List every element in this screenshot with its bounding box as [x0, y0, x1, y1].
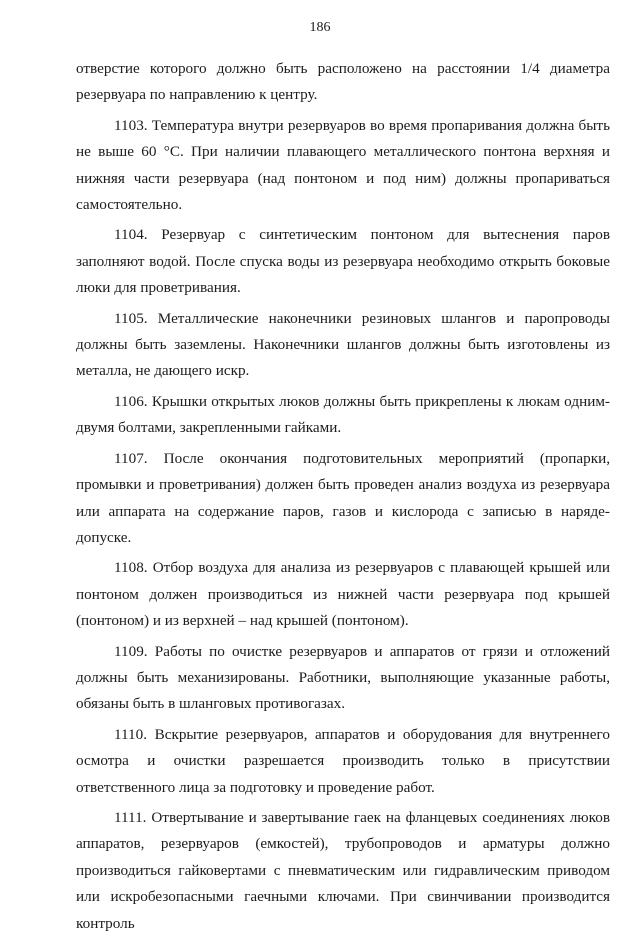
paragraph-1111: 1111. Отвертывание и завертывание гаек на фланцевых соединениях люков аппаратов, резервуаров (емкостей), трубопроводов и арматуры должно производиться гайковертами с пневматическим или гидравлическим приводом или искробезопасными гаечными ключами. При свинчивании производится контроль — [76, 808, 610, 932]
page-number: 186 — [309, 20, 331, 35]
paragraph-1106: 1106. Крышки открытых люков должны быть прикреплены к люкам одним-двумя болтами, закрепленными гайками. — [76, 392, 610, 437]
paragraph-1107: 1107. После окончания подготовительных мероприятий (пропарки, промывки и проветривания) должен быть проведен анализ воздуха из резервуара или аппарата на содержание паров, газов и кислорода с записью в наряде-допуске. — [76, 449, 610, 546]
paragraph-1103: 1103. Температура внутри резервуаров во время пропаривания должна быть не выше 60 °С. При наличии плавающего металлического понтона верхняя и нижняя части резервуара (над понтоном и под ним) должны пропариваться самостоятельно. — [76, 116, 610, 214]
paragraph-1109: 1109. Работы по очистке резервуаров и аппаратов от грязи и отложений должны быть механизированы. Работники, выполняющие указанные работы, обязаны быть в шланговых противогазах. — [76, 642, 610, 713]
paragraph-1110: 1110. Вскрытие резервуаров, аппаратов и оборудования для внутреннего осмотра и очистки разрешается производить только в присутствии ответственного лица за подготовку и проведение работ. — [76, 725, 610, 796]
paragraph-1108: 1108. Отбор воздуха для анализа из резервуаров с плавающей крышей или понтоном должен производиться из нижней части резервуара под крышей (понтоном) и из верхней – над крышей (понтоном). — [76, 559, 610, 630]
document-body — [76, 56, 610, 941]
paragraph-continuation: отверстие которого должно быть расположено на расстоянии 1/4 диаметра резервуара по направлению к центру. — [76, 60, 610, 104]
paragraph-1104: 1104. Резервуар с синтетическим понтоном для вытеснения паров заполняют водой. После спуска воды из резервуара необходимо открыть боковые люки для проветривания. — [76, 226, 610, 297]
paragraph-1105: 1105. Металлические наконечники резиновых шлангов и паропроводы должны быть заземлены. Наконечники шлангов должны быть изготовлены из металла, не дающего искр. — [76, 309, 610, 380]
